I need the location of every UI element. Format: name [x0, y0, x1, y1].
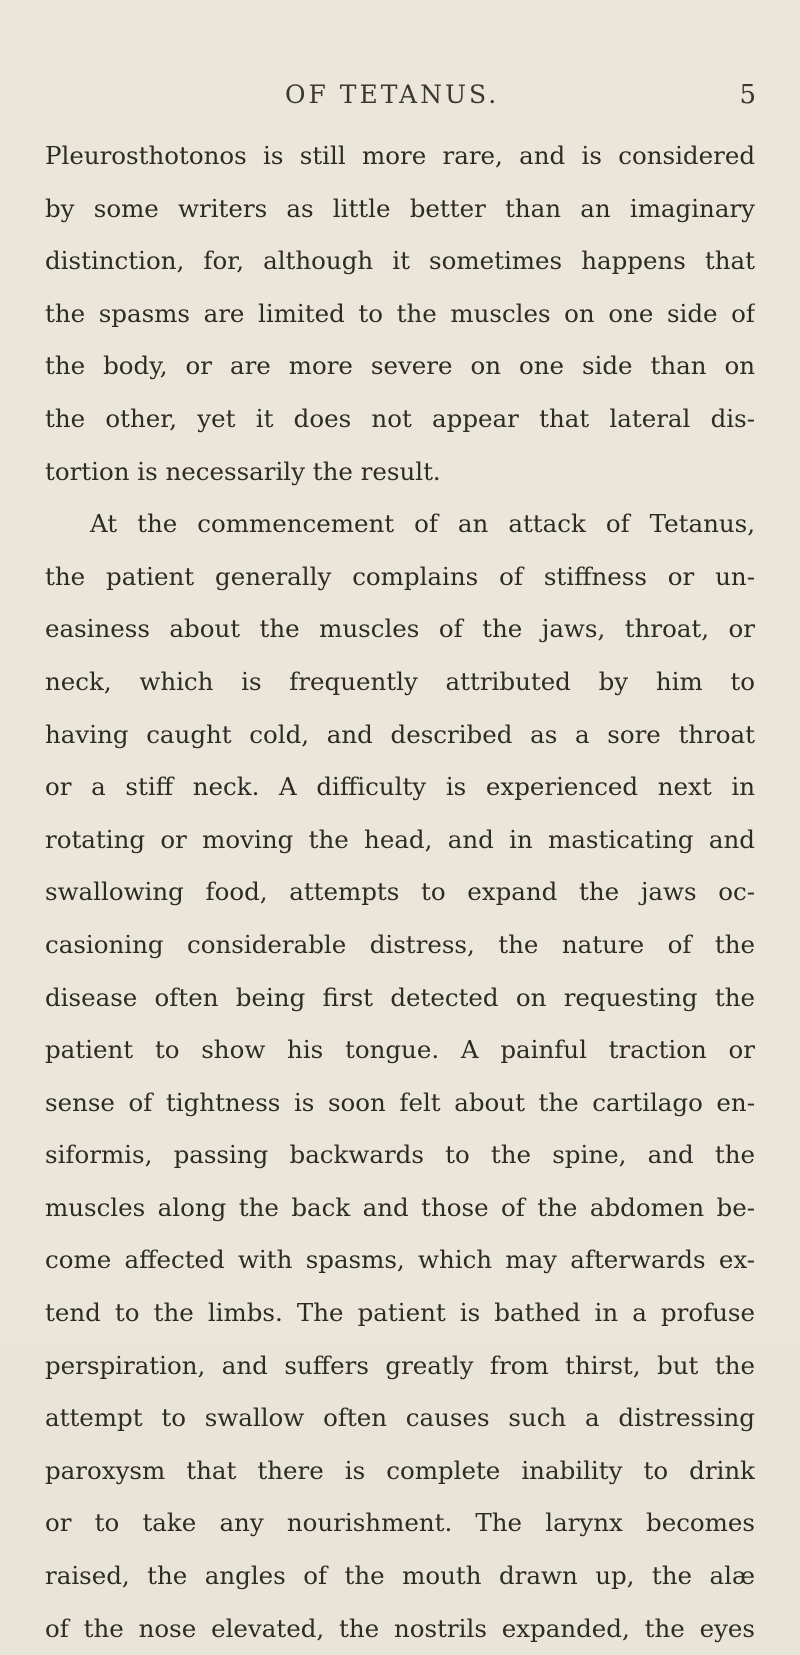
text-line: siformis, passing backwards to the spine, and the — [45, 1140, 755, 1170]
running-title: OF TETANUS. — [285, 80, 500, 109]
text-line: or a stiff neck. A difficulty is experienced next in — [45, 772, 755, 802]
text-line: the spasms are limited to the muscles on one side of — [45, 298, 755, 328]
text-line: paroxysm that there is complete inability to drink — [45, 1455, 755, 1485]
text-line: the body, or are more severe on one side than on — [45, 351, 755, 381]
text-line: tend to the limbs. The patient is bathed in a profuse — [45, 1298, 755, 1328]
text-line: Pleurosthotonos is still more rare, and is considered — [45, 141, 755, 170]
text-line: sense of tightness is soon felt about the cartilago en- — [45, 1087, 755, 1117]
text-line: tortion is necessarily the result. — [45, 456, 441, 486]
text-line: having caught cold, and described as a sore throat — [45, 719, 755, 749]
text-line: come affected with spasms, which may afterwards ex- — [45, 1245, 755, 1275]
text-line: neck, which is frequently attributed by him to — [45, 666, 755, 696]
text-line: rotating or moving the head, and in masticating and — [45, 824, 755, 854]
text-line: swallowing food, attempts to expand the jaws oc- — [45, 877, 755, 907]
text-line: the other, yet it does not appear that lateral dis- — [45, 403, 755, 433]
text-line: perspiration, and suffers greatly from thirst, but the — [45, 1350, 755, 1380]
text-line: of the nose elevated, the nostrils expanded, the eyes — [45, 1613, 755, 1643]
text-line: attempt to swallow often causes such a distressing — [45, 1403, 755, 1433]
text-line: by some writers as little better than an imaginary — [45, 193, 755, 223]
text-line: the patient generally complains of stiffness or un- — [45, 561, 755, 591]
text-line: distinction, for, although it sometimes happens that — [45, 246, 755, 276]
text-line: raised, the angles of the mouth drawn up, the alæ — [45, 1561, 755, 1591]
text-line: patient to show his tongue. A painful traction or — [45, 1035, 755, 1065]
text-line: casioning considerable distress, the nature of the — [45, 929, 755, 959]
page-number: 5 — [739, 80, 756, 110]
text-line: disease often being first detected on requesting the — [45, 982, 755, 1012]
text-line: or to take any nourishment. The larynx becomes — [45, 1508, 755, 1538]
running-head — [0, 80, 800, 110]
text-line: At the commencement of an attack of Tetanus, — [90, 509, 755, 539]
text-line: easiness about the muscles of the jaws, throat, or — [45, 614, 755, 644]
text-line: muscles along the back and those of the abdomen be- — [45, 1192, 755, 1222]
body-text — [45, 130, 755, 1655]
